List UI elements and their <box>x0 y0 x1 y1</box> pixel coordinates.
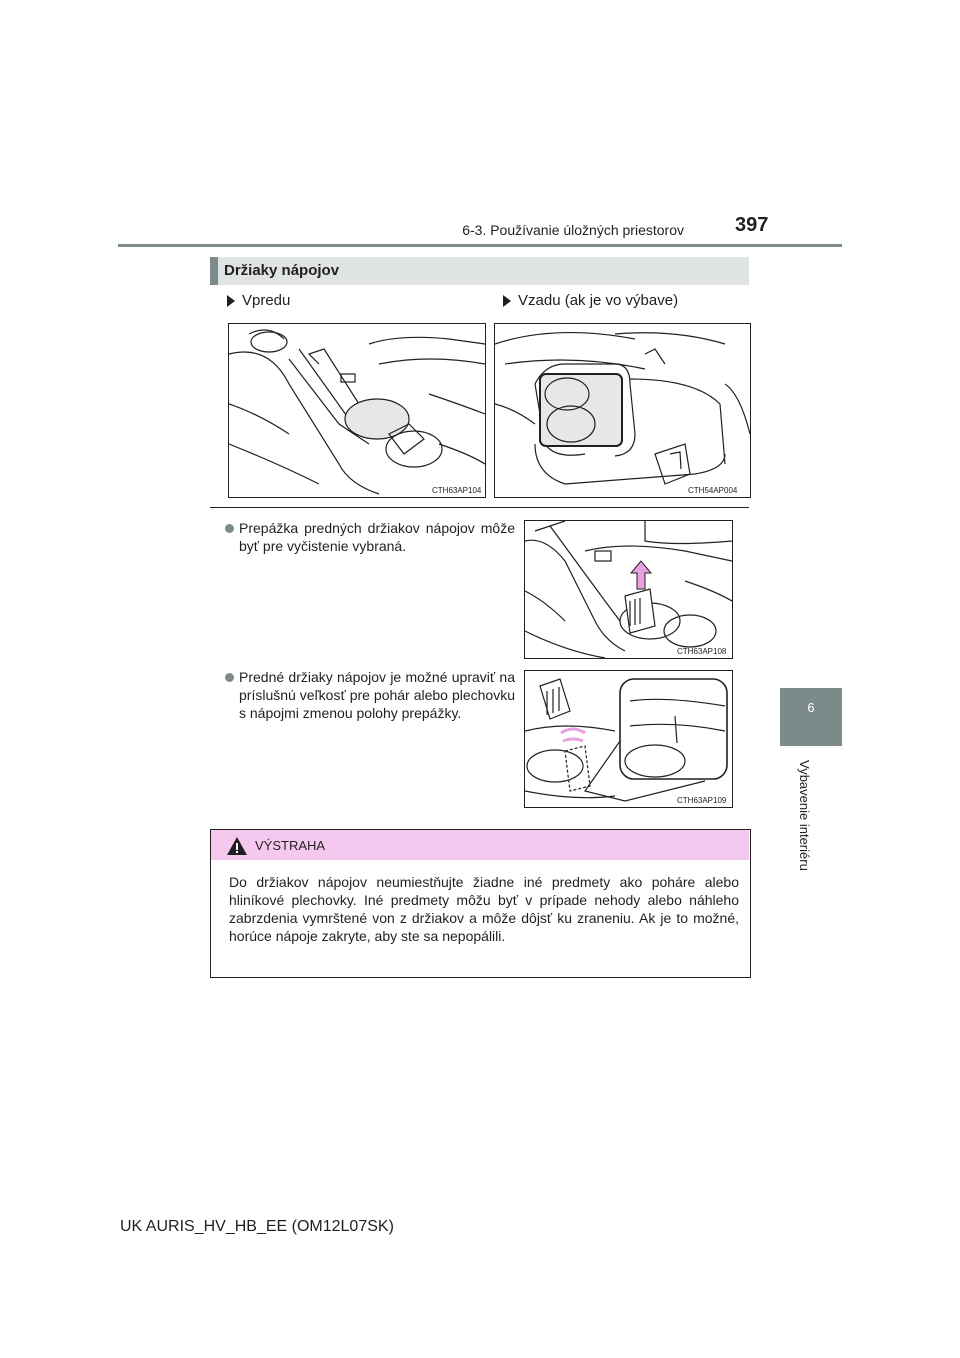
section-title: Držiaky nápojov <box>224 262 340 279</box>
bullet-divider-adjust: Predné držiaky nápojov je možné upraviť na príslušnú veľkosť pre pohár alebo plechovku s nápojmi zmenou polohy prepážky. <box>239 669 515 721</box>
warning-title: VÝSTRAHA <box>255 838 326 853</box>
front-label: Vpredu <box>242 292 291 309</box>
chapter-label: Vybavenie interiéru <box>797 760 812 871</box>
divider-removal-figure <box>524 520 733 659</box>
section-bar-accent <box>210 257 218 285</box>
rear-cup-holder-illustration <box>495 324 750 497</box>
bullet-dot-icon <box>225 524 234 533</box>
front-cup-holder-illustration <box>229 324 485 497</box>
figure-code: CTH63AP108 <box>677 647 727 656</box>
header-section-title: 6-3. Používanie úložných priestorov <box>462 222 684 238</box>
front-cup-holder-figure <box>228 323 486 498</box>
figure-code: CTH63AP109 <box>677 796 727 805</box>
chapter-number: 6 <box>807 700 815 715</box>
rear-label: Vzadu (ak je vo výbave) <box>518 292 679 309</box>
bullet-divider-removal: Prepážka predných držiakov nápojov môže byť pre vyčistenie vybraná. <box>239 520 515 554</box>
bullet-dot-icon <box>225 673 234 682</box>
warning-text: Do držiakov nápojov neumiestňujte žiadne iné predmety ako poháre alebo hliníkové plechovky. Iné predmety môžu byť v prípade nehody alebo náhleho zabrzdenia vymrštené von z držiakov a môže dôjsť ku zraneniu. Ak je to možné, horúce nápoje zakryte, aby ste sa nepopálili. <box>229 874 739 944</box>
figure-code: CTH63AP104 <box>432 486 482 495</box>
divider-adjust-figure <box>524 670 733 808</box>
rear-cup-holder-figure <box>494 323 751 498</box>
footer-model-code: UK AURIS_HV_HB_EE (OM12L07SK) <box>120 1218 394 1235</box>
warning-triangle-icon <box>226 836 248 856</box>
divider-rule <box>210 507 749 508</box>
divider-removal-illustration <box>525 521 732 658</box>
triangle-bullet-icon <box>503 295 511 307</box>
figure-code: CTH54AP004 <box>688 486 738 495</box>
header-rule <box>118 244 842 247</box>
page-number: 397 <box>735 214 769 236</box>
chapter-tab <box>780 688 842 746</box>
divider-adjust-illustration <box>525 671 732 807</box>
triangle-bullet-icon <box>227 295 235 307</box>
